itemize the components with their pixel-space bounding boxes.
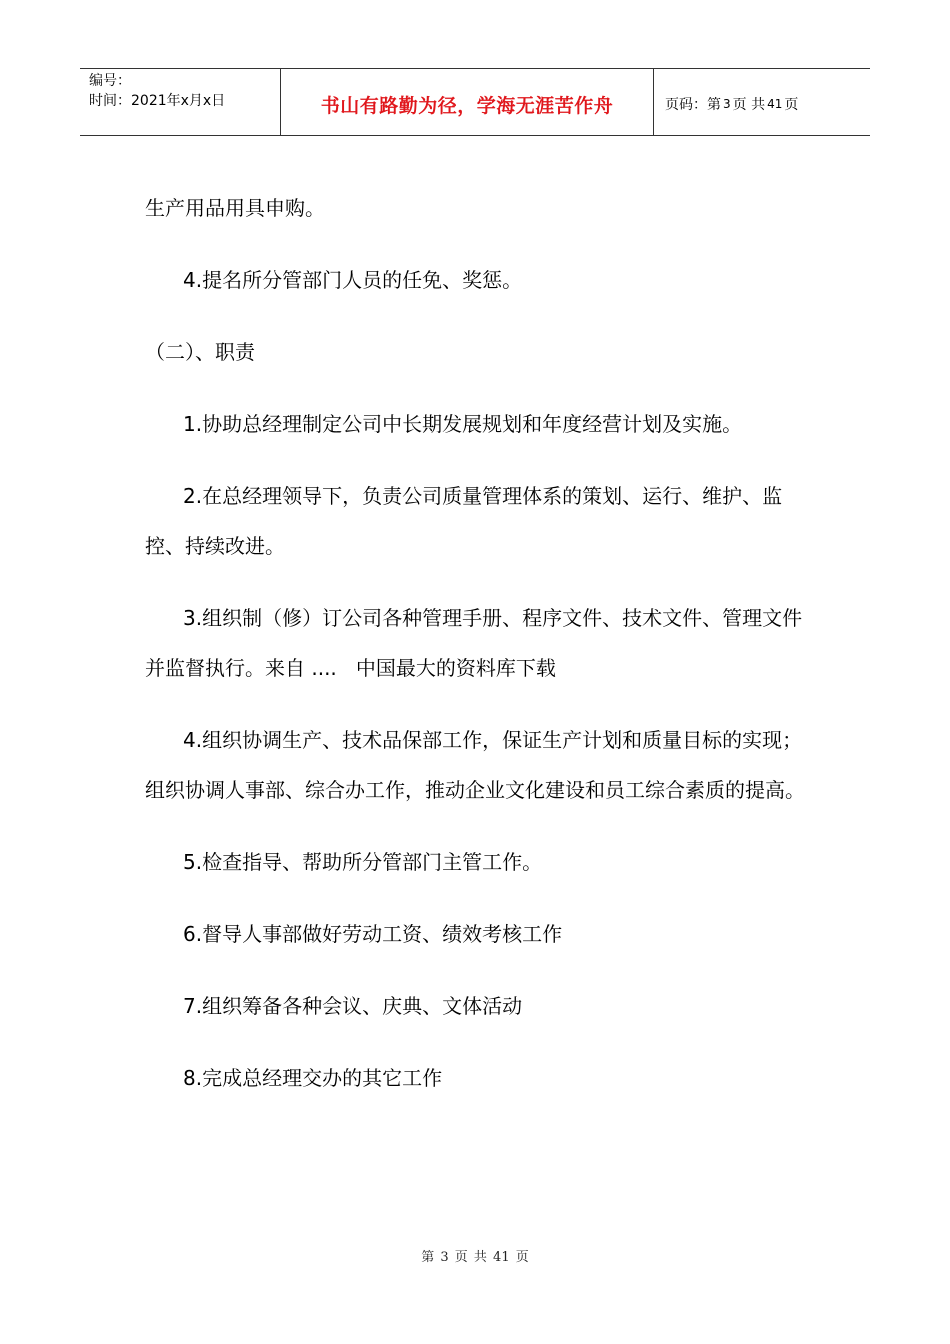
header-motto-cell bbox=[281, 69, 654, 135]
paragraph: 4.组织协调生产、技术品保部工作，保证生产计划和质量目标的实现；组织协调人事部、综合办工作，推动企业文化建设和员工综合素质的提高。 bbox=[145, 728, 805, 802]
document-body bbox=[145, 183, 815, 1125]
paragraph: 8.完成总经理交办的其它工作 bbox=[183, 1066, 443, 1090]
page-prefix: 页码：第 bbox=[665, 97, 721, 113]
paragraph: 2.在总经理领导下，负责公司质量管理体系的策划、运行、维护、监控、持续改进。 bbox=[145, 484, 783, 558]
page-current: 3 bbox=[723, 97, 731, 111]
page-footer: 第 3 页 共 41 页 bbox=[421, 1250, 529, 1265]
document-number-label: 编号： bbox=[89, 73, 131, 89]
header-motto: 书山有路勤为径，学海无涯苦作舟 bbox=[320, 94, 614, 117]
paragraph: 6.督导人事部做好劳动工资、绩效考核工作 bbox=[183, 922, 563, 946]
paragraph: 生产用品用具申购。 bbox=[145, 196, 325, 220]
paragraph: 5.检查指导、帮助所分管部门主管工作。 bbox=[183, 850, 543, 874]
page-middle: 页 共 bbox=[732, 97, 766, 113]
paragraph: 1.协助总经理制定公司中长期发展规划和年度经营计划及实施。 bbox=[183, 412, 743, 436]
page-suffix: 页 bbox=[784, 97, 799, 113]
section-heading: （二）、职责 bbox=[145, 340, 255, 364]
page-header bbox=[80, 68, 870, 136]
page-total: 41 bbox=[767, 97, 783, 111]
paragraph: 4.提名所分管部门人员的任免、奖惩。 bbox=[183, 268, 523, 292]
header-info-cell bbox=[80, 69, 281, 135]
paragraph: 7.组织筹备各种会议、庆典、文体活动 bbox=[183, 994, 523, 1018]
header-page-cell bbox=[654, 69, 870, 135]
document-date-label: 时间：2021年x月x日 bbox=[89, 93, 226, 109]
paragraph: 3.组织制（修）订公司各种管理手册、程序文件、技术文件、管理文件并监督执行。来自 .... 中国最大的资料库下载 bbox=[145, 606, 803, 680]
